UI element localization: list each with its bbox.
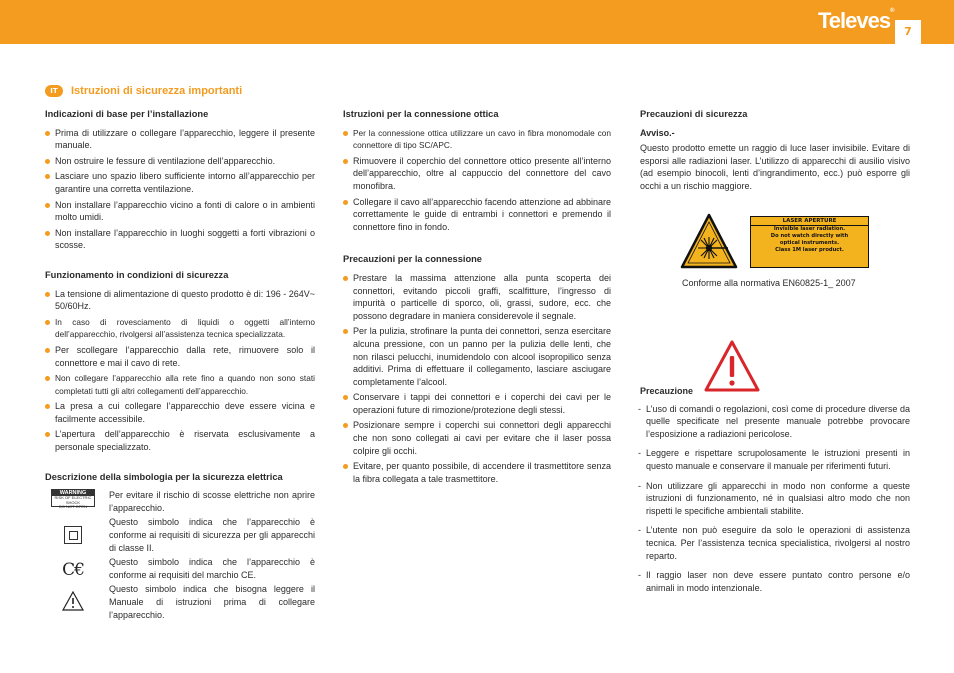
list-item: L’apertura dell’apparecchio è riservata esclusivamente a personale specializzato. <box>45 428 315 453</box>
notice-title: Avviso.- <box>640 127 675 138</box>
list-item: In caso di rovesciamento di liquidi o oggetti all’interno dell’apparecchio, rivolgersi all’assistenza tecnica specializzata. <box>45 316 315 341</box>
list-item: Non installare l’apparecchio vicino a fonti di calore o in ambienti molto umidi. <box>45 199 315 224</box>
symbol-description: Questo simbolo indica che bisogna leggere il Manuale di istruzioni prima di collegare l’apparecchio. <box>109 584 315 620</box>
optical-connection-list <box>343 127 611 234</box>
optical-connection-heading: Istruzioni per la connessione ottica <box>343 109 499 119</box>
notice-text: Questo prodotto emette un raggio di luce laser invisibile. Evitare di esporsi alle radiazioni laser. L’utilizzo di apparecchi di ausilio visivo (ad esempio binocoli, lenti d’ingrandimento, ecc.) può esporre gli occhi a un rischio maggiore. <box>640 143 910 191</box>
list-item: Prestare la massima attenzione alla punta scoperta dei connettori, evitando piccoli graffi, scalfitture, l’ingresso di impurità o particelle di sporco, oli, grassi, sudore, ecc. che possono degradare in maniera considerevole il segnale. <box>343 272 611 322</box>
brand-logo: Televes® <box>818 8 895 33</box>
class-ii-icon <box>64 526 82 544</box>
warning-label-icon: WARNING RISK OF ELECTRIC SHOCK DO NOT OPEN <box>51 489 95 507</box>
column-3 <box>640 108 910 193</box>
laser-warning-block <box>680 213 910 269</box>
page-number: 7 <box>895 20 921 44</box>
section-title: Istruzioni di sicurezza importanti <box>71 85 243 97</box>
symbol-row <box>45 556 315 581</box>
connection-precautions-list <box>343 272 611 486</box>
symbols-heading: Descrizione della simbologia per la sicurezza elettrica <box>45 471 283 482</box>
caution-block <box>640 385 910 601</box>
symbol-row <box>45 516 315 554</box>
safety-precautions-heading: Precauzioni di sicurezza <box>640 109 748 119</box>
list-item: Non installare l’apparecchio in luoghi soggetti a forti vibrazioni o scosse. <box>45 227 315 252</box>
ce-mark-icon: C€ <box>62 560 84 581</box>
header-bar <box>0 0 954 44</box>
list-item: Rimuovere il coperchio del connettore ottico presente all’interno dell’apparecchio, oltre al cappuccio del connettore del cavo monofibra. <box>343 155 611 193</box>
list-item: Posizionare sempre i coperchi sui connettori degli apparecchi che non sono collegati ai cavi per evitare che il laser possa colpire gli occhi. <box>343 419 611 457</box>
list-item: La presa a cui collegare l’apparecchio deve essere vicina e facilmente accessibile. <box>45 400 315 425</box>
safe-operation-heading: Funzionamento in condizioni di sicurezza <box>45 269 229 280</box>
list-item: - Leggere e rispettare scrupolosamente le istruzioni presenti in questo manuale e conservare il manuale per riferimenti futuri. <box>640 447 910 472</box>
list-item: Prima di utilizzare o collegare l’apparecchio, leggere il presente manuale. <box>45 127 315 152</box>
basic-install-list <box>45 127 315 252</box>
symbol-description: Questo simbolo indica che l’apparecchio è conforme ai requisiti del marchio CE. <box>109 557 315 580</box>
safe-operation-list <box>45 288 315 454</box>
column-2 <box>343 108 611 488</box>
symbol-row <box>45 583 315 621</box>
list-item: Non ostruire le fessure di ventilazione dell’apparecchio. <box>45 155 315 168</box>
list-item: Evitare, per quanto possibile, di accendere il trasmettitore senza la fibra collegata a tale trasmettitore. <box>343 460 611 485</box>
caution-list <box>640 403 910 595</box>
warning-triangle-icon <box>62 591 84 611</box>
list-item: Conservare i tappi dei connettori e i coperchi dei cavi per le operazioni future di rimozione/protezione degli stessi. <box>343 391 611 416</box>
list-item: - Il raggio laser non deve essere puntato contro persone e/o animali in modo intenzionale. <box>640 569 910 594</box>
language-badge: IT <box>45 85 63 97</box>
list-item: - L’uso di comandi o regolazioni, così come di procedure diverse da quelle specificate nel presente manuale potrebbe provocare l’esposizione a radiazioni pericolose. <box>640 403 910 441</box>
symbol-description: Questo simbolo indica che l’apparecchio è conforme ai requisiti di sicurezza per gli apparecchi di classe II. <box>109 517 315 553</box>
caution-heading: Precauzione <box>640 386 694 396</box>
symbol-description: Per evitare il rischio di scosse elettriche non aprire l’apparecchio. <box>109 490 315 513</box>
basic-install-heading: Indicazioni di base per l’installazione <box>45 109 209 119</box>
column-1 <box>45 108 315 623</box>
list-item: Collegare il cavo all’apparecchio facendo attenzione ad abbinare correttamente le guide di entrambi i connettori e premendo il connettore fino in fondo. <box>343 196 611 234</box>
list-item: - Non utilizzare gli apparecchi in modo non conforme a queste istruzioni di funzionamento, né in qualsiasi altro modo che non rispetti le specifiche ambientali stabilite. <box>640 480 910 518</box>
list-item: Lasciare uno spazio libero sufficiente intorno all’apparecchio per garantire una corretta ventilazione. <box>45 170 315 195</box>
conformity-text: Conforme alla normativa EN60825-1_ 2007 <box>682 278 856 288</box>
list-item: La tensione di alimentazione di questo prodotto è di: 196 - 264V~ 50/60Hz. <box>45 288 315 313</box>
list-item: Per la connessione ottica utilizzare un cavo in fibra monomodale con connettore di tipo SC/APC. <box>343 127 611 152</box>
laser-hazard-icon <box>680 213 738 269</box>
list-item: - L’utente non può eseguire da solo le operazioni di assistenza tecnica. Per l’assistenza tecnica specialistica, rivolgersi al nostro reparto. <box>640 524 910 562</box>
laser-aperture-label: LASER APERTURE Invisible laser radiation. Do not watch directly with optical instruments. Class 1M laser product. <box>750 216 869 268</box>
section-heading <box>45 85 242 97</box>
list-item: Non collegare l’apparecchio alla rete fino a quando non sono stati completati tutti gli altri collegamenti dell’apparecchio. <box>45 372 315 397</box>
list-item: Per scollegare l’apparecchio dalla rete, rimuovere solo il connettore e mai il cavo di rete. <box>45 344 315 369</box>
list-item: Per la pulizia, strofinare la punta dei connettori, senza esercitare alcuna pressione, con un panno per la pulizia delle lenti, che non rilasci pelucchi, inumidendolo con alcool isopropilico senza additivi. Prima di effettuare il collegamento, lasciare asciugare completamente l’alcool. <box>343 325 611 388</box>
symbol-row <box>45 489 315 514</box>
connection-precautions-heading: Precauzioni per la connessione <box>343 254 482 265</box>
